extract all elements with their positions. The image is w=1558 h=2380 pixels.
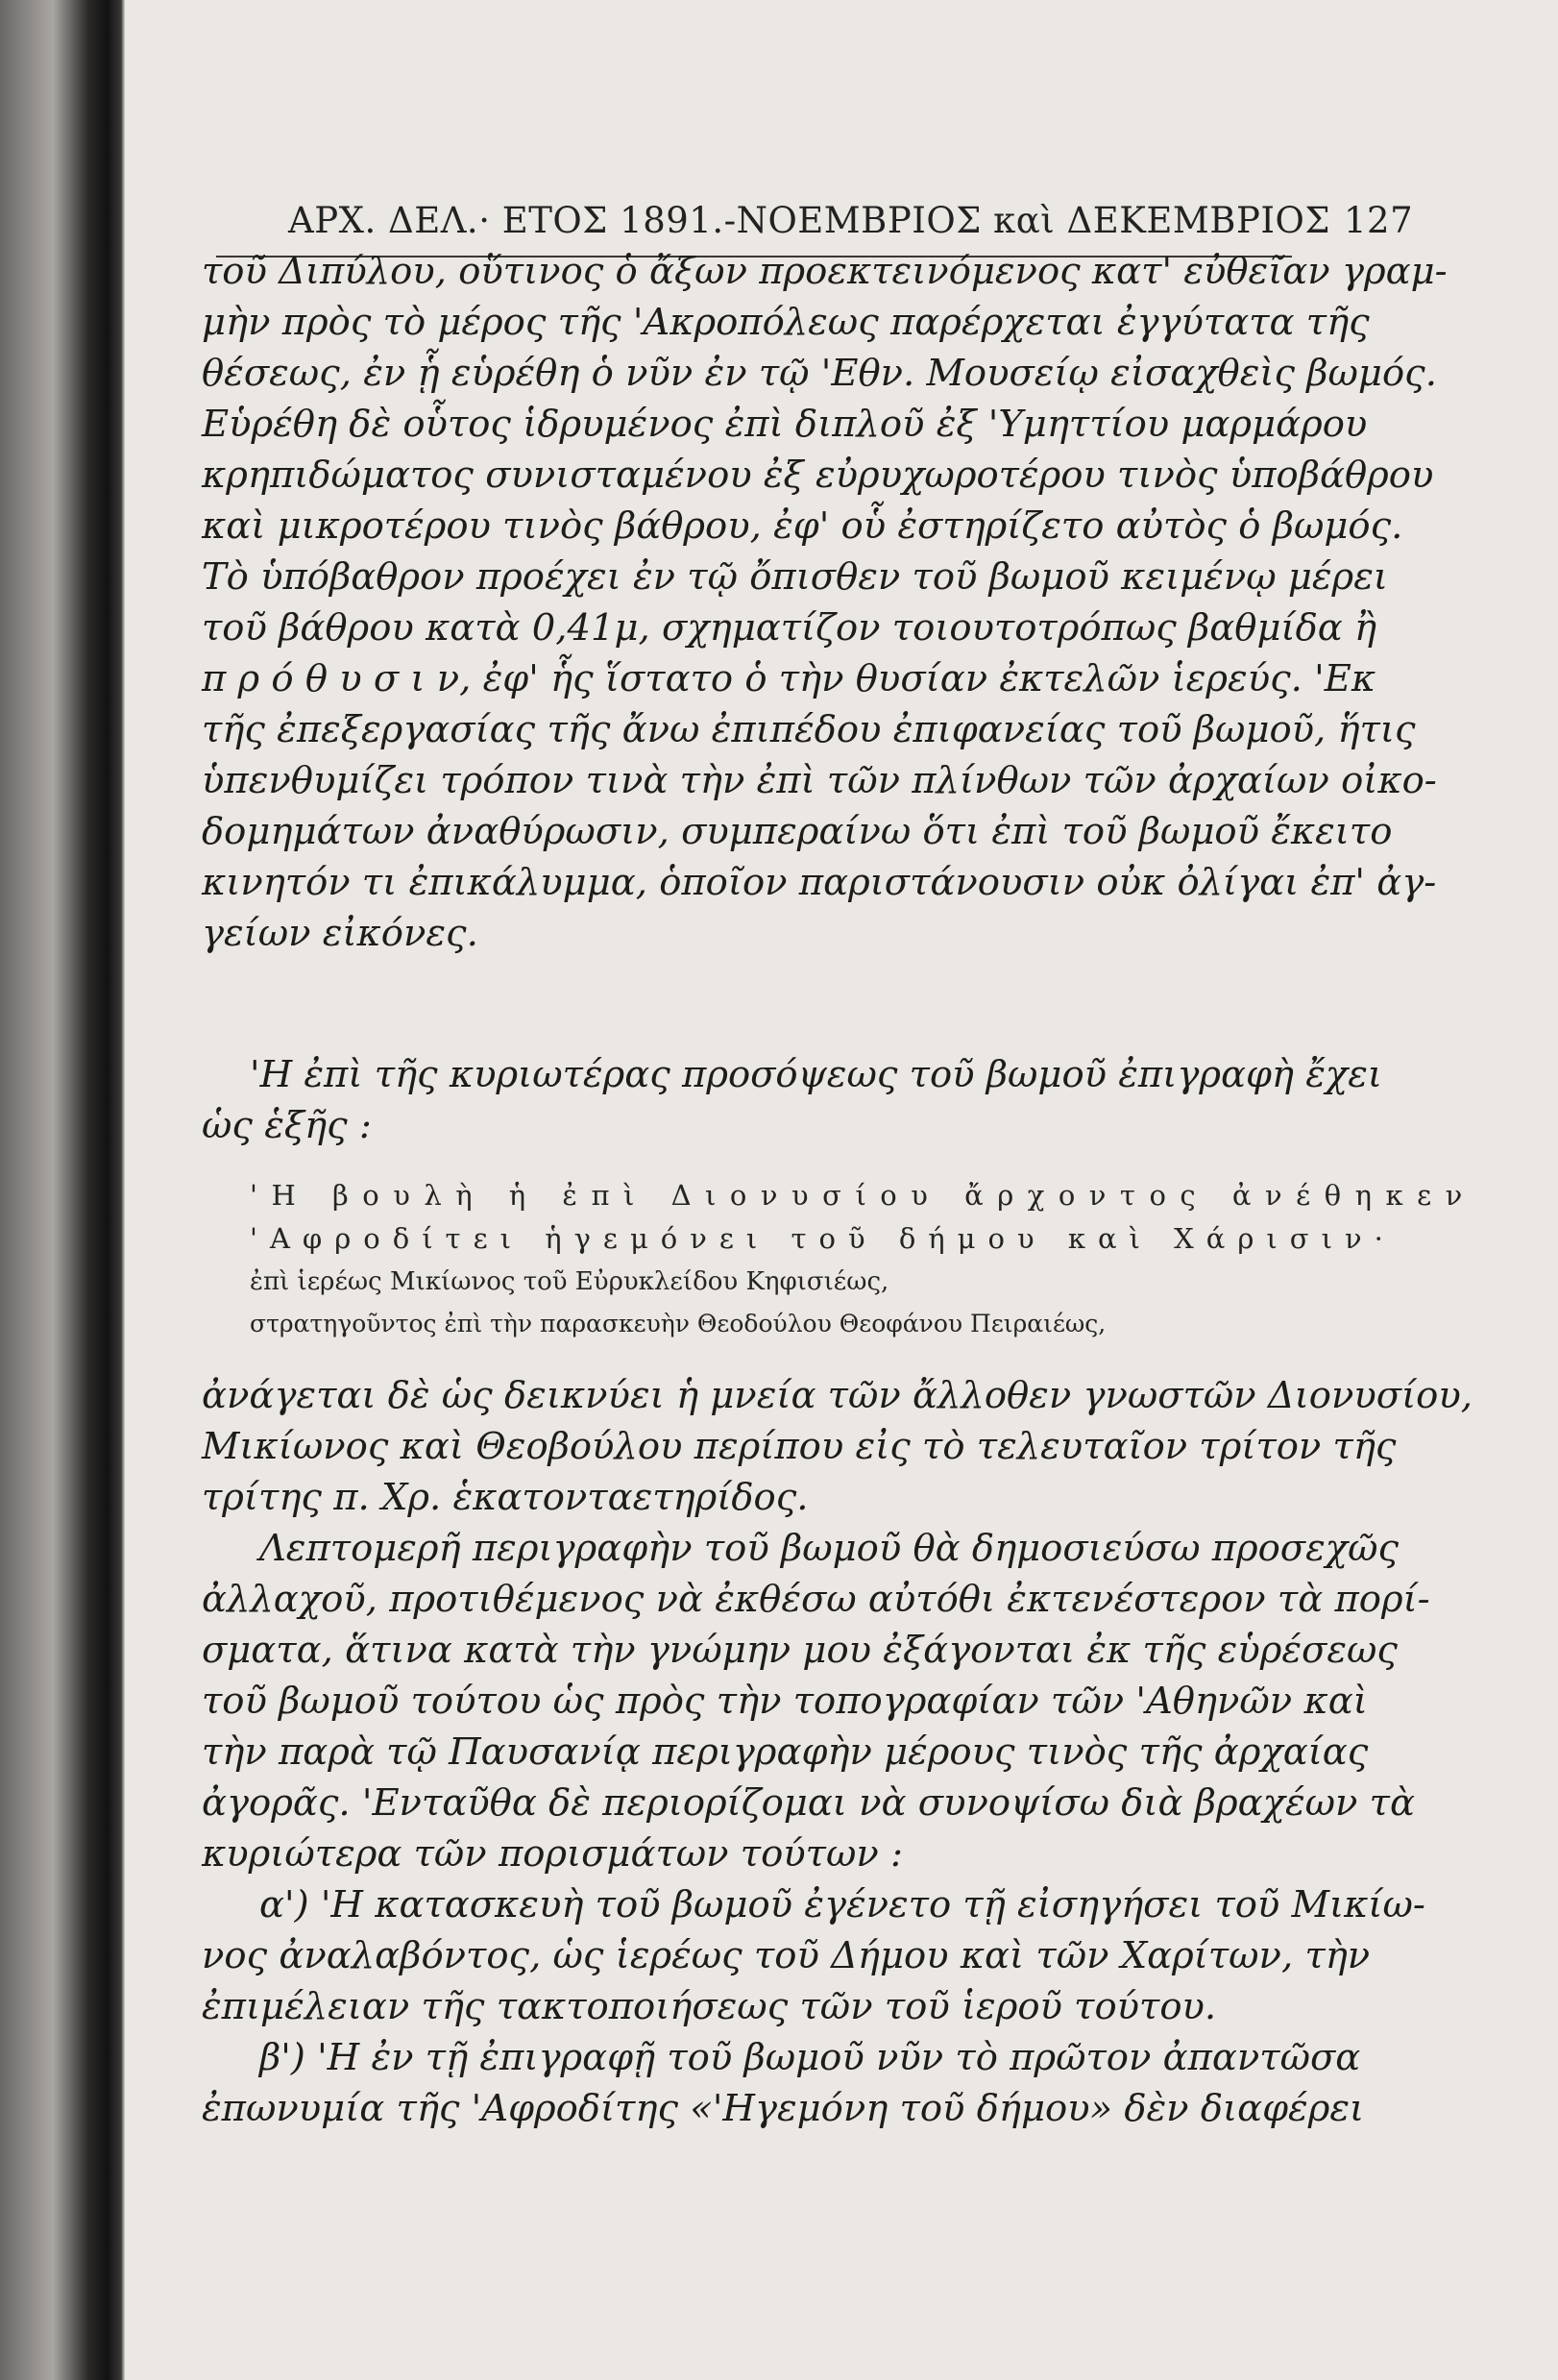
text-line: κινητόν τι ἐπικάλυμμα, ὁποῖον παριστάνουσιν οὐκ ὀλίγαι ἐπ' ἀγ- bbox=[202, 861, 1437, 904]
text-line: θέσεως, ἐν ᾗ εὑρέθη ὁ νῦν ἐν τῷ 'Εθν. Μουσείῳ εἰσαχθεὶς βωμός. bbox=[202, 352, 1437, 395]
text-line: ὑπενθυμίζει τρόπον τινὰ τὴν ἐπὶ τῶν πλίνθων τῶν ἀρχαίων οἰκο- bbox=[202, 759, 1437, 802]
text-line: τοῦ βάθρου κατὰ 0,41μ, σχηματίζον τοιουτοτρόπως βαθμίδα ἢ bbox=[202, 606, 1377, 650]
text-line: 'Η ἐπὶ τῆς κυριωτέρας προσόψεως τοῦ βωμοῦ ἐπιγραφὴ ἔχει bbox=[250, 1053, 1382, 1096]
text-line: κυριώτερα τῶν πορισμάτων τούτων : bbox=[202, 1832, 903, 1876]
paragraph-1 bbox=[202, 246, 1448, 959]
inscription-line: ἐπὶ ἱερέως Μικίωνος τοῦ Εὐρυκλείδου Κηφισιέως, bbox=[250, 1267, 889, 1296]
text-line: ὡς ἑξῆς : bbox=[202, 1104, 372, 1147]
text-line: δομημάτων ἀναθύρωσιν, συμπεραίνω ὅτι ἐπὶ τοῦ βωμοῦ ἔκειτο bbox=[202, 810, 1393, 853]
text-line: καὶ μικροτέρου τινὸς βάθρου, ἐφ' οὗ ἐστηρίζετο αὐτὸς ὁ βωμός. bbox=[202, 504, 1403, 548]
text-line: Εὑρέθη δὲ οὗτος ἱδρυμένος ἐπὶ διπλοῦ ἐξ 'Υμηττίου μαρμάρου bbox=[202, 403, 1368, 446]
text-line: β') 'Η ἐν τῇ ἐπιγραφῇ τοῦ βωμοῦ νῦν τὸ πρῶτον ἀπαντῶσα bbox=[259, 2036, 1361, 2079]
page-number: 127 bbox=[1343, 200, 1414, 241]
text-line: τὴν παρὰ τῷ Παυσανίᾳ περιγραφὴν μέρους τινὸς τῆς ἀρχαίας bbox=[202, 1730, 1369, 1774]
text-line: τοῦ Διπύλου, οὕτινος ὁ ἄξων προεκτεινόμενος κατ' εὐθεῖαν γραμ- bbox=[202, 250, 1448, 293]
text-line: τρίτης π. Χρ. ἑκατονταετηρίδος. bbox=[202, 1476, 809, 1519]
paragraph-5 bbox=[202, 1879, 1425, 2032]
text-line: ἀνάγεται δὲ ὡς δεικνύει ἡ μνεία τῶν ἄλλοθεν γνωστῶν Διονυσίου, bbox=[202, 1374, 1473, 1417]
paragraph-6 bbox=[202, 2032, 1365, 2134]
paragraph-2 bbox=[202, 1049, 1382, 1151]
text-line: τοῦ βωμοῦ τούτου ὡς πρὸς τὴν τοπογραφίαν τῶν 'Αθηνῶν καὶ bbox=[202, 1680, 1368, 1723]
inscription-line: στρατηγοῦντος ἐπὶ τὴν παρασκευὴν Θεοδούλου Θεοφάνου Πειραιέως, bbox=[250, 1310, 1107, 1337]
inscription-line: 'Η βουλὴ ἡ ἐπὶ Διονυσίου ἄρχοντος ἀνέθηκεν bbox=[250, 1179, 1476, 1212]
inscription bbox=[250, 1174, 1476, 1345]
text-line: γείων εἰκόνες. bbox=[202, 912, 478, 955]
text-line: σματα, ἅτινα κατὰ τὴν γνώμην μου ἐξάγονται ἐκ τῆς εὑρέσεως bbox=[202, 1629, 1398, 1672]
text-line: Τὸ ὑπόβαθρον προέχει ἐν τῷ ὄπισθεν τοῦ βωμοῦ κειμένῳ μέρει bbox=[202, 555, 1388, 599]
text-line: τῆς ἐπεξεργασίας τῆς ἄνω ἐπιπέδου ἐπιφανείας τοῦ βωμοῦ, ἥτις bbox=[202, 708, 1416, 751]
text-line: μὴν πρὸς τὸ μέρος τῆς 'Ακροπόλεως παρέρχεται ἐγγύτατα τῆς bbox=[202, 301, 1370, 344]
text-line: Μικίωνος καὶ Θεοβούλου περίπου εἰς τὸ τελευταῖον τρίτον τῆς bbox=[202, 1425, 1397, 1468]
text-line: ἐπιμέλειαν τῆς τακτοποιήσεως τῶν τοῦ ἱεροῦ τούτου. bbox=[202, 1985, 1217, 2028]
paragraph-4 bbox=[202, 1523, 1430, 1879]
text-line: νος ἀναλαβόντος, ὡς ἱερέως τοῦ Δήμου καὶ τῶν Χαρίτων, τὴν bbox=[202, 1934, 1371, 1977]
text-line: ἐπωνυμία τῆς 'Αφροδίτης «'Ηγεμόνη τοῦ δήμου» δὲν διαφέρει bbox=[202, 2087, 1365, 2130]
text-line: α') 'Η κατασκευὴ τοῦ βωμοῦ ἐγένετο τῇ εἰσηγήσει τοῦ Μικίω- bbox=[259, 1883, 1425, 1926]
book-binding-shadow bbox=[0, 0, 125, 2380]
text-line: π ρ ό θ υ σ ι ν, ἐφ' ἧς ἵστατο ὁ τὴν θυσίαν ἐκτελῶν ἱερεύς. 'Εκ bbox=[202, 657, 1376, 700]
text-line: κρηπιδώματος συνισταμένου ἐξ εὐρυχωροτέρου τινὸς ὑποβάθρου bbox=[202, 454, 1434, 497]
paragraph-3 bbox=[202, 1370, 1473, 1523]
text-line: ἀγορᾶς. 'Ενταῦθα δὲ περιορίζομαι νὰ συνοψίσω διὰ βραχέων τὰ bbox=[202, 1781, 1415, 1825]
text-line: ἀλλαχοῦ, προτιθέμενος νὰ ἐκθέσω αὐτόθι ἐκτενέστερον τὰ πορί- bbox=[202, 1578, 1430, 1621]
running-title: ΑΡΧ. ΔΕΛ.· ΕΤΟΣ 1891.-ΝΟΕΜΒΡΙΟΣ καὶ ΔΕΚΕΜΒΡΙΟΣ bbox=[288, 200, 1330, 241]
text-line: Λεπτομερῆ περιγραφὴν τοῦ βωμοῦ θὰ δημοσιεύσω προσεχῶς bbox=[259, 1527, 1400, 1570]
inscription-line: 'Αφροδίτει ἡγεμόνει τοῦ δήμου καὶ Χάρισιν· bbox=[250, 1222, 1396, 1255]
